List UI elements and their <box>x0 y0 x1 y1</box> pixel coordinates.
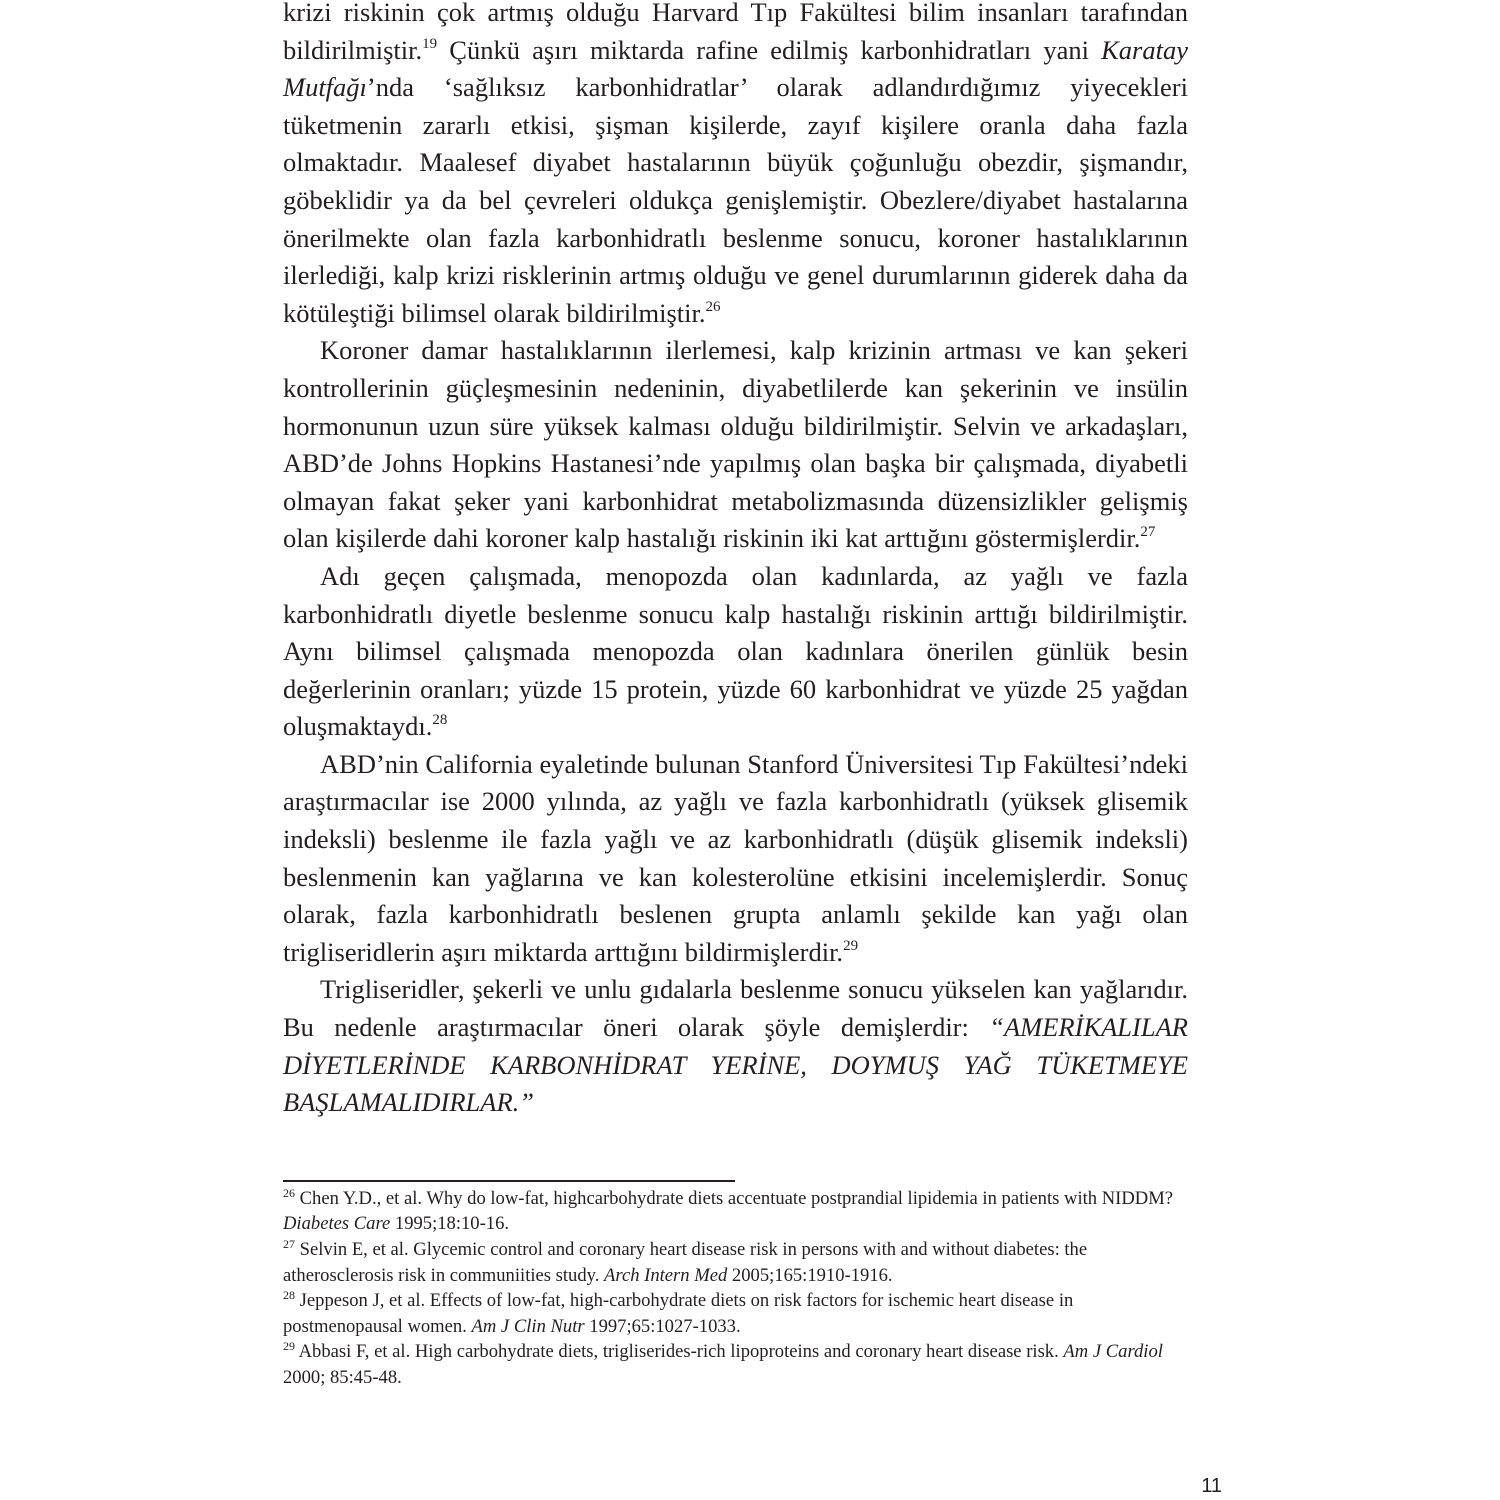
paragraph-2-text: Koroner damar hastalıklarının ilerlemesi, kalp krizinin artması ve kan şekeri kontrollerinin güçleşmesinin nedeninin, diyabetlilerde kan şekerinin ve insülin hormonunun uzun süre yüksek kalması olduğu bildirilmiştir. Selvin ve arkadaşları, ABD’de Johns Hopkins Hastanesi’nde yapılmış olan başka bir çalışmada, diyabetli olmayan fakat şeker yani karbonhidrat metabolizmasında düzensizlikler gelişmiş olan kişilerde dahi koroner kalp hastalığı riskinin iki kat arttığını göstermişlerdir. <box>283 335 1188 554</box>
reference-28: 28 <box>432 712 448 729</box>
footnote-journal: Am J Cardiol <box>1063 1341 1163 1363</box>
footnote-journal: Arch Intern Med <box>604 1264 728 1286</box>
italic-quote: “AMERİKALILAR DİYETLERİNDE KARBONHİDRAT YERİNE, DOYMUŞ YAĞ TÜKETMEYE BAŞLAMALIDIRLAR.” <box>283 1012 1188 1118</box>
footnote-journal: Diabetes Care <box>283 1213 391 1235</box>
footnote-text: Jeppeson J, et al. Effects of low-fat, high-carbohydrate diets on risk factors for ischemic heart disease in postmenopausal women. <box>283 1290 1074 1337</box>
footnote-journal: Am J Clin Nutr <box>471 1315 585 1337</box>
footnote-number: 28 <box>283 1288 295 1303</box>
paragraph-1-sentence-1: krizi riskinin çok artmış olduğu Harvard Tıp Fakültesi bilim insanları tarafından bildirilmiştir. <box>283 0 1188 65</box>
book-title-italic: Karatay Mutfağı <box>283 34 1188 103</box>
paragraph-1-sentence-2: Çünkü aşırı miktarda rafine edilmiş karbonhidratları yani <box>437 34 1102 65</box>
footnote-number: 29 <box>283 1339 295 1354</box>
reference-26: 26 <box>705 298 721 315</box>
footnote-29 <box>283 1339 1188 1390</box>
paragraph-5 <box>283 971 1188 1121</box>
footnote-text: Selvin E, et al. Glycemic control and coronary heart disease risk in persons with and without diabetes: the atherosclerosis risk in communiities study. <box>283 1239 1088 1286</box>
paragraph-4-text: ABD’nin California eyaletinde bulunan Stanford Üniversitesi Tıp Fakültesi’ndeki araştırmacılar ise 2000 yılında, az yağlı ve fazla karbonhidratlı (yüksek glisemik indeksli) beslenme ile fazla yağlı ve az karbonhidratlı (düşük glisemik indeksli) beslenmenin kan yağlarına ve kan kolesterolüne etkisini incelemişlerdir. Sonuç olarak, fazla karbonhidratlı beslenen grupta anlamlı şekilde kan yağı olan trigliseridlerin aşırı miktarda arttığını bildirmişlerdir. <box>283 748 1188 967</box>
footnote-citation: 1995;18:10-16. <box>390 1213 510 1235</box>
footnote-citation: 2000; 85:45-48. <box>283 1366 402 1388</box>
paragraph-3 <box>283 558 1188 746</box>
footnote-28 <box>283 1288 1188 1339</box>
reference-29: 29 <box>843 937 859 954</box>
footnote-26 <box>283 1186 1188 1237</box>
book-page <box>283 0 1188 1391</box>
footnote-number: 27 <box>283 1237 295 1251</box>
paragraph-3-text: Adı geçen çalışmada, menopozda olan kadınlarda, az yağlı ve fazla karbonhidratlı diyetle beslenme sonucu kalp hastalığı riskinin arttığı bildirilmiştir. Aynı bilimsel çalışmada menopozda olan kadınlara önerilen günlük besin değerlerinin oranları; yüzde 15 protein, yüzde 60 karbonhidrat ve yüzde 25 yağdan oluşmaktaydı. <box>283 560 1188 742</box>
paragraph-4 <box>283 746 1188 972</box>
footnote-text: Abbasi F, et al. High carbohydrate diets, trigliserides-rich lipoproteins and coronary heart disease risk. <box>298 1341 1064 1363</box>
paragraph-1-sentence-3: ’nda ‘sağlıksız karbonhidratlar’ olarak adlandırdığımız yiyecekleri tüketmenin zararlı etkisi, şişman kişilerde, zayıf kişilere oranla daha fazla olmaktadır. Maalesef diyabet hastalarının büyük çoğunluğu obezdir, şişmandır, göbeklidir ya da bel çevreleri oldukça genişlemiştir. Obezlere/diyabet hastalarına önerilmekte olan fazla karbonhidratlı beslenme sonucu, koroner hastalıklarının ilerlediği, kalp krizi risklerinin artmış olduğu ve genel durumlarının giderek daha da kötüleştiği bilimsel olarak bildirilmiştir. <box>283 72 1188 328</box>
paragraph-2 <box>283 332 1188 558</box>
footnote-separator <box>283 1180 735 1182</box>
footnote-number: 26 <box>283 1185 295 1200</box>
footnote-text: Chen Y.D., et al. Why do low-fat, highcarbohydrate diets accentuate postprandial lipidemia in patients with NIDDM? <box>299 1187 1173 1209</box>
body-text <box>283 0 1188 1122</box>
footnote-27 <box>283 1237 1188 1288</box>
footnote-citation: 2005;165:1910-1916. <box>727 1264 893 1286</box>
paragraph-1 <box>283 0 1188 332</box>
reference-27: 27 <box>1140 524 1156 541</box>
reference-19: 19 <box>422 35 438 52</box>
footnotes <box>283 1186 1188 1391</box>
page-number: 11 <box>1201 1475 1222 1497</box>
footnote-citation: 1997;65:1027-1033. <box>584 1315 741 1337</box>
paragraph-5-text: Trigliseridler, şekerli ve unlu gıdalarla beslenme sonucu yükselen kan yağlarıdır. Bu nedenle araştırmacılar öneri olarak şöyle demişlerdir: <box>283 974 1188 1043</box>
